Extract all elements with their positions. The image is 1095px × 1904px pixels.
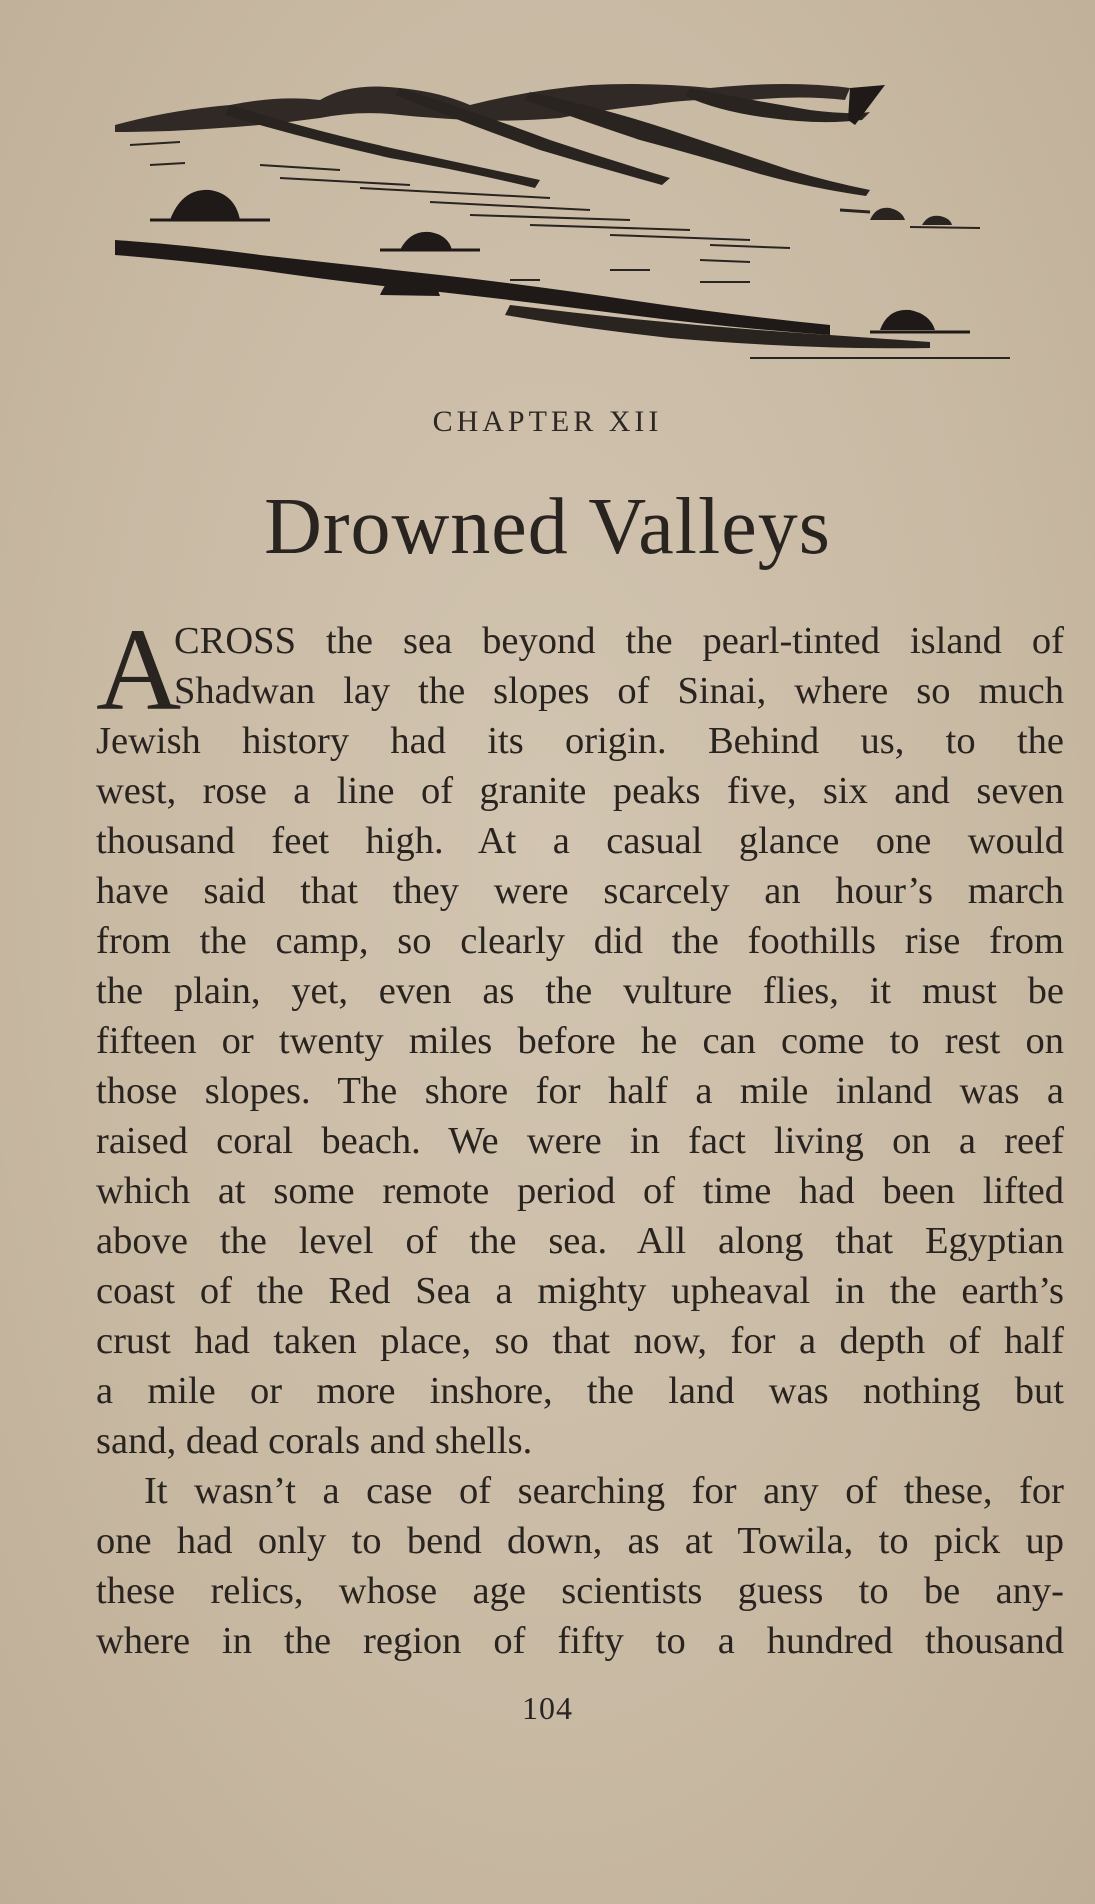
- text-line: Shadwan lay the slopes of Sinai, where so much: [174, 670, 1064, 712]
- text-line: It wasn’t a case of searching for any of these, for: [144, 1470, 1064, 1512]
- text-line: those slopes. The shore for half a mile inland was a: [96, 1070, 1064, 1112]
- chapter-number: CHAPTER XII: [432, 405, 663, 438]
- text-line: raised coral beach. We were in fact living on a reef: [96, 1120, 1064, 1162]
- text-line: crust had taken place, so that now, for a depth of half: [96, 1320, 1064, 1362]
- drop-cap: A: [96, 604, 182, 735]
- text-line: thousand feet high. At a casual glance one would: [96, 820, 1064, 862]
- text-line: Jewish history had its origin. Behind us, to the: [96, 720, 1064, 762]
- text-line: sand, dead corals and shells.: [96, 1420, 533, 1462]
- text-line: coast of the Red Sea a mighty upheaval in the earth’s: [96, 1270, 1064, 1312]
- text-line: CROSS the sea beyond the pearl-tinted island of: [174, 620, 1064, 662]
- text-line: one had only to bend down, as at Towila, to pick up: [96, 1520, 1064, 1562]
- body-text: [96, 604, 1064, 1666]
- chapter-title: Drowned Valleys: [264, 483, 831, 571]
- text-line: where in the region of fifty to a hundred thousand: [96, 1620, 1064, 1662]
- text-line: fifteen or twenty miles before he can come to rest on: [96, 1020, 1064, 1062]
- text-line: from the camp, so clearly did the foothills rise from: [96, 920, 1064, 962]
- text-line: these relics, whose age scientists guess to be any-: [96, 1570, 1064, 1612]
- text-line: the plain, yet, even as the vulture flies, it must be: [96, 970, 1064, 1012]
- text-line: above the level of the sea. All along that Egyptian: [96, 1220, 1064, 1262]
- text-line: west, rose a line of granite peaks five, six and seven: [96, 770, 1064, 812]
- desert-landscape-illustration: [110, 70, 1030, 380]
- page-number: 104: [522, 1690, 573, 1726]
- text-line: have said that they were scarcely an hour’s march: [96, 870, 1064, 912]
- text-line: a mile or more inshore, the land was nothing but: [96, 1370, 1064, 1412]
- text-line: which at some remote period of time had been lifted: [96, 1170, 1064, 1212]
